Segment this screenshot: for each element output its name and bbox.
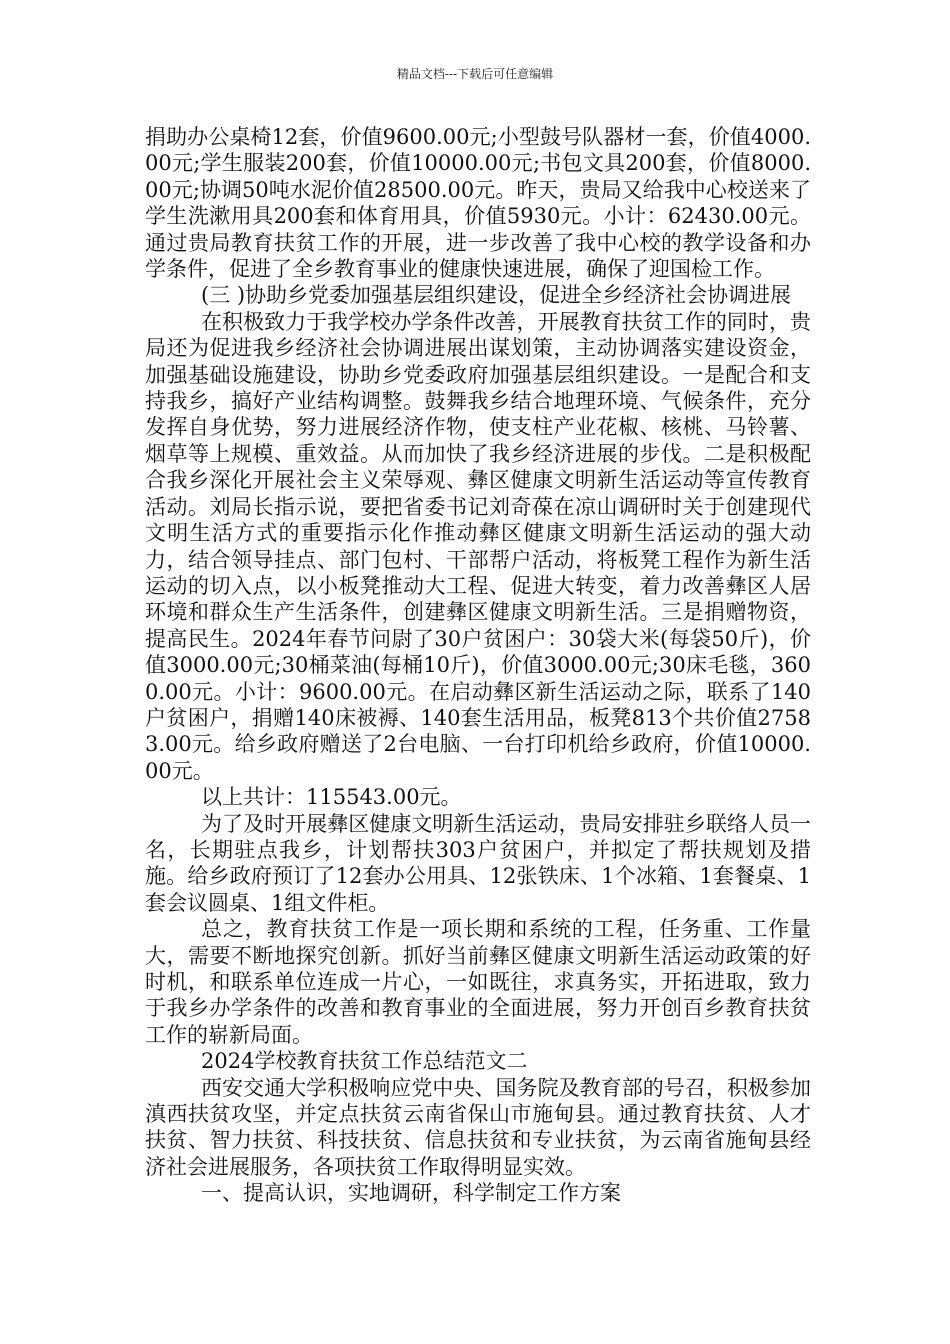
section-heading-1: 一、提高认识，实地调研，科学制定工作方案 xyxy=(201,1181,621,1206)
paragraph-total: 以上共计：115543.00元。 xyxy=(201,785,462,810)
paragraph-xjtu: 西安交通大学积极响应党中央、国务院及教育部的号召，积极参加滇西扶贫攻坚，并定点扶贫云南省保山市施甸县。通过教育扶贫、人才扶贫、智力扶贫、科技扶贫、信息扶贫和专业扶贫，为云南省施甸县经济社会进展服务，各项扶贫工作取得明显实效。 xyxy=(145,1075,811,1179)
paragraph-economic-development: 在积极致力于我学校办学条件改善，开展教育扶贫工作的同时，贵局还为促进我乡经济社会协调进展出谋划策，主动协调落实建设资金，加强基础设施建设，协助乡党委政府加强基层组织建设。一是配合和支持我乡，搞好产业结构调整。鼓舞我乡结合地理环境、气候条件，充分发挥自身优势，努力进展经济作物，使支柱产业花椒、核桃、马铃薯、烟草等上规模、重效益。从而加快了我乡经济进展的步伐。二是积极配合我乡深化开展社会主义荣辱观、彝区健康文明新生活运动等宣传教育活动。刘局长指示说，要把省委书记刘奇葆在凉山调研时关于创建现代文明生活方式的重要指示化作推动彝区健康文明新生活运动的强大动力，结合领导挂点、部门包村、干部帮户活动，将板凳工程作为新生活运动的切入点，以小板凳推动大工程、促进大转变，着力改善彝区人居环境和群众生产生活条件，创建彝区健康文明新生活。三是捐赠物资，提高民生。2024年春节问尉了30户贫困户：30袋大米(每袋50斤)，价值3000.00元;30桶菜油(每桶10斤)，价值3000.00元;30床毛毯，3600.00元。小计：9600.00元。在启动彝区新生活运动之际，联系了140户贫困户，捐赠140床被褥、140套生活用品，板凳813个共价值27583.00元。给乡政府赠送了2台电脑、一台打印机给乡政府，价值10000.00元。 xyxy=(145,309,811,783)
paragraph-summary: 总之，教育扶贫工作是一项长期和系统的工程，任务重、工作量大，需要不断地探究创新。抓好当前彝区健康文明新生活运动政策的好时机，和联系单位连成一片心，一如既往，求真务实，开拓进取，致力于我乡办学条件的改善和教育事业的全面进展，努力开创百乡教育扶贫工作的崭新局面。 xyxy=(145,917,811,1047)
page-header: 精品文档---下载后可任意编辑 xyxy=(396,67,554,81)
paragraph-donations: 捐助办公桌椅12套，价值9600.00元;小型鼓号队器材一套，价值4000.00元;学生服装200套，价值10000.00元;书包文具200套，价值8000.00元;协调50吨水泥价值28500.00元。昨天，贵局又给我中心校送来了学生洗漱用具200套和体育用具，价值5930元。小计：62430.00元。通过贵局教育扶贫工作的开展，进一步改善了我中心校的教学设备和办学条件，促进了全乡教育事业的健康快速进展，确保了迎国检工作。 xyxy=(145,125,811,282)
section-heading-3: (三 )协助乡党委加强基层组织建设，促进全乡经济社会协调进展 xyxy=(201,283,792,308)
paragraph-liaison: 为了及时开展彝区健康文明新生活运动，贵局安排驻乡联络人员一名，长期驻点我乡，计划帮扶303户贫困户，并拟定了帮扶规划及措施。给乡政府预订了12套办公用具、12张铁床、1个冰箱、1套餐桌、1套会议圆桌、1组文件柜。 xyxy=(145,811,811,915)
document-subtitle: 2024学校教育扶贫工作总结范文二 xyxy=(201,1049,528,1074)
document-body xyxy=(145,124,811,1207)
